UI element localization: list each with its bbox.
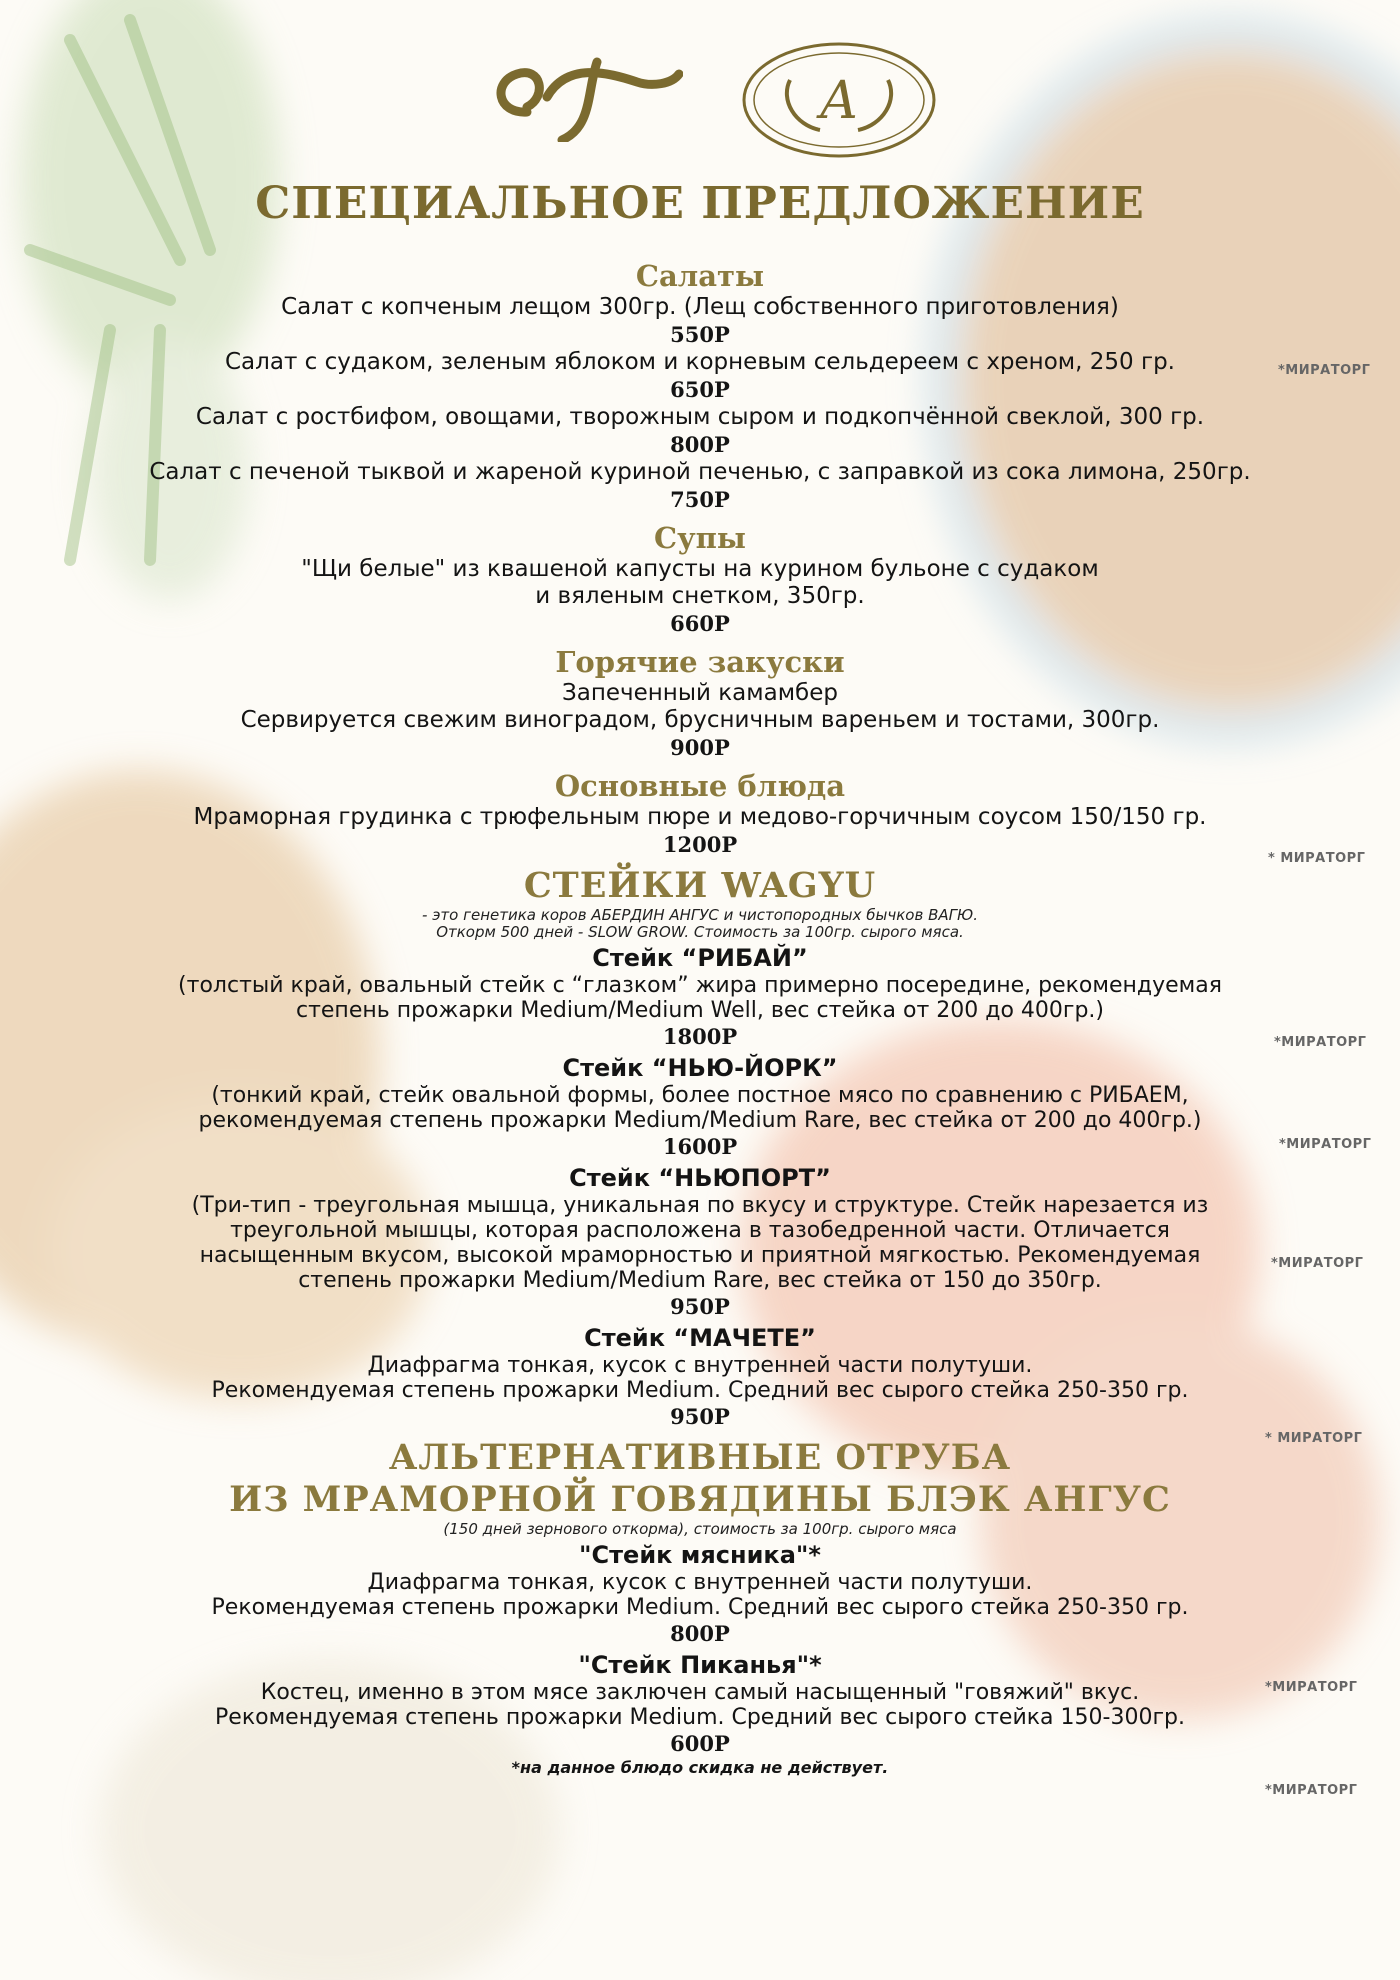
alt-note: (150 дней зернового откорма), стоимость за 100гр. сырого мяса xyxy=(443,1520,957,1538)
steak-picanha-name: "Стейк Пиканья"* xyxy=(578,1651,822,1679)
supplier-mark: *МИРАТОРГ xyxy=(1271,1256,1364,1271)
section-salads-title: Салаты xyxy=(635,259,765,293)
steak-butcher-name: "Стейк мясника"* xyxy=(579,1541,821,1569)
salad-item-1-price: 550Р xyxy=(670,322,730,347)
hot-line-1: Запеченный камамбер xyxy=(562,680,838,706)
steak-machete-desc-2: Рекомендуемая степень прожарки Medium. Средний вес сырого стейка 250-350 гр. xyxy=(211,1378,1189,1403)
steak-picanha-price: 600Р xyxy=(670,1731,730,1756)
section-alt-title-2: ИЗ МРАМОРНОЙ ГОВЯДИНЫ БЛЭК АНГУС xyxy=(229,1479,1171,1520)
salad-item-3-price: 800Р xyxy=(670,432,730,457)
soup-line-2: и вяленым снетком, 350гр. xyxy=(535,583,865,609)
mains-price: 1200Р xyxy=(662,832,738,857)
section-soups-title: Супы xyxy=(654,521,746,555)
mains-line-1: Мраморная грудинка с трюфельным пюре и медово-горчичным соусом 150/150 гр. xyxy=(193,804,1207,830)
steak-newyork-desc-2: рекомендуемая степень прожарки Medium/Medium Rare, вес стейка от 200 до 400гр.) xyxy=(198,1108,1202,1133)
steak-newyork-desc-1: (тонкий край, стейк овальной формы, более постное мясо по сравнению с РИБАЕМ, xyxy=(211,1083,1189,1108)
supplier-mark: *МИРАТОРГ xyxy=(1279,1137,1372,1152)
steak-ribeye-name: Стейк “РИБАЙ” xyxy=(592,944,808,972)
steak-newport-desc-3: насыщенным вкусом, высокой мраморностью и приятной мягкостью. Рекомендуемая xyxy=(199,1243,1201,1268)
page-title: СПЕЦИАЛЬНОЕ ПРЕДЛОЖЕНИЕ xyxy=(255,178,1145,229)
salad-item-2-price: 650Р xyxy=(670,377,730,402)
steak-ribeye-desc-1: (толстый край, овальный стейк с “глазком” жира примерно посередине, рекомендуемая xyxy=(178,973,1222,998)
section-hot-title: Горячие закуски xyxy=(555,645,845,679)
hot-price: 900Р xyxy=(670,735,730,760)
salad-item-4: Салат с печеной тыквой и жареной куриной печенью, с заправкой из сока лимона, 250гр. xyxy=(149,459,1251,485)
steak-ribeye-desc-2: степень прожарки Medium/Medium Well, вес стейка от 200 до 400гр.) xyxy=(295,998,1105,1023)
supplier-mark: *МИРАТОРГ xyxy=(1265,1680,1358,1695)
steak-butcher-price: 800Р xyxy=(670,1621,730,1646)
salad-item-2: Салат с судаком, зеленым яблоком и корневым сельдереем с хреном, 250 гр. xyxy=(225,349,1175,375)
steak-machete-name: Стейк “МАЧЕТЕ” xyxy=(584,1324,816,1352)
steak-newport-name: Стейк “НЬЮПОРТ” xyxy=(569,1164,831,1192)
supplier-mark: *МИРАТОРГ xyxy=(1278,363,1371,378)
steak-machete-price: 950Р xyxy=(670,1404,730,1429)
wagyu-note-2: Откорм 500 дней - SLOW GROW. Стоимость за 100гр. сырого мяса. xyxy=(436,923,964,941)
hot-line-2: Сервируется свежим виноградом, брусничным вареньем и тостами, 300гр. xyxy=(240,707,1160,733)
salad-item-1: Салат с копченым лещом 300гр. (Лещ собственного приготовления) xyxy=(281,294,1119,320)
logo-letter: A xyxy=(820,71,858,131)
steak-butcher-desc-2: Рекомендуемая степень прожарки Medium. Средний вес сырого стейка 250-350 гр. xyxy=(211,1595,1189,1620)
calligraphy-flourish-logo xyxy=(487,52,683,142)
steak-newyork-price: 1600Р xyxy=(662,1134,738,1159)
steak-picanha-desc-2: Рекомендуемая степень прожарки Medium. Средний вес сырого стейка 150-300гр. xyxy=(215,1705,1185,1730)
supplier-mark: * МИРАТОРГ xyxy=(1265,1431,1363,1446)
section-wagyu-title: СТЕЙКИ WAGYU xyxy=(523,865,877,906)
steak-butcher-desc-1: Диафрагма тонкая, кусок с внутренней части полутуши. xyxy=(367,1570,1033,1595)
menu-content xyxy=(0,252,1400,1778)
wagyu-note-1: - это генетика коров АБЕРДИН АНГУС и чистопородных бычков ВАГЮ. xyxy=(422,906,978,924)
steak-newport-price: 950Р xyxy=(670,1294,730,1319)
steak-picanha-desc-1: Костец, именно в этом мясе заключен самый насыщенный "говяжий" вкус. xyxy=(260,1680,1140,1705)
steak-machete-desc-1: Диафрагма тонкая, кусок с внутренней части полутуши. xyxy=(367,1353,1033,1378)
supplier-mark: * МИРАТОРГ xyxy=(1268,851,1366,866)
section-alt-title-1: АЛЬТЕРНАТИВНЫЕ ОТРУБА xyxy=(388,1437,1012,1478)
steak-newport-desc-2: треугольной мышцы, которая расположена в тазобедренной части. Отличается xyxy=(230,1218,1170,1243)
soup-price: 660Р xyxy=(670,611,730,636)
steak-newport-desc-1: (Три-тип - треугольная мышца, уникальная по вкусу и структуре. Стейк нарезается из xyxy=(191,1193,1209,1218)
salad-item-4-price: 750Р xyxy=(670,487,730,512)
restaurant-logo-medallion xyxy=(740,40,938,160)
salad-item-3: Салат с ростбифом, овощами, творожным сыром и подкопчённой свеклой, 300 гр. xyxy=(195,404,1205,430)
logo-row xyxy=(0,40,1400,160)
steak-ribeye-price: 1800Р xyxy=(662,1024,738,1049)
steak-newyork-name: Стейк “НЬЮ-ЙОРК” xyxy=(562,1054,838,1082)
steak-newport-desc-4: степень прожарки Medium/Medium Rare, вес стейка от 150 до 350гр. xyxy=(298,1268,1102,1293)
discount-footnote: *на данное блюдо скидка не действует. xyxy=(511,1758,889,1777)
soup-line-1: "Щи белые" из квашеной капусты на курином бульоне с судаком xyxy=(301,556,1099,582)
supplier-mark: *МИРАТОРГ xyxy=(1274,1035,1367,1050)
section-mains-title: Основные блюда xyxy=(554,769,846,803)
supplier-mark: *МИРАТОРГ xyxy=(1265,1783,1358,1798)
